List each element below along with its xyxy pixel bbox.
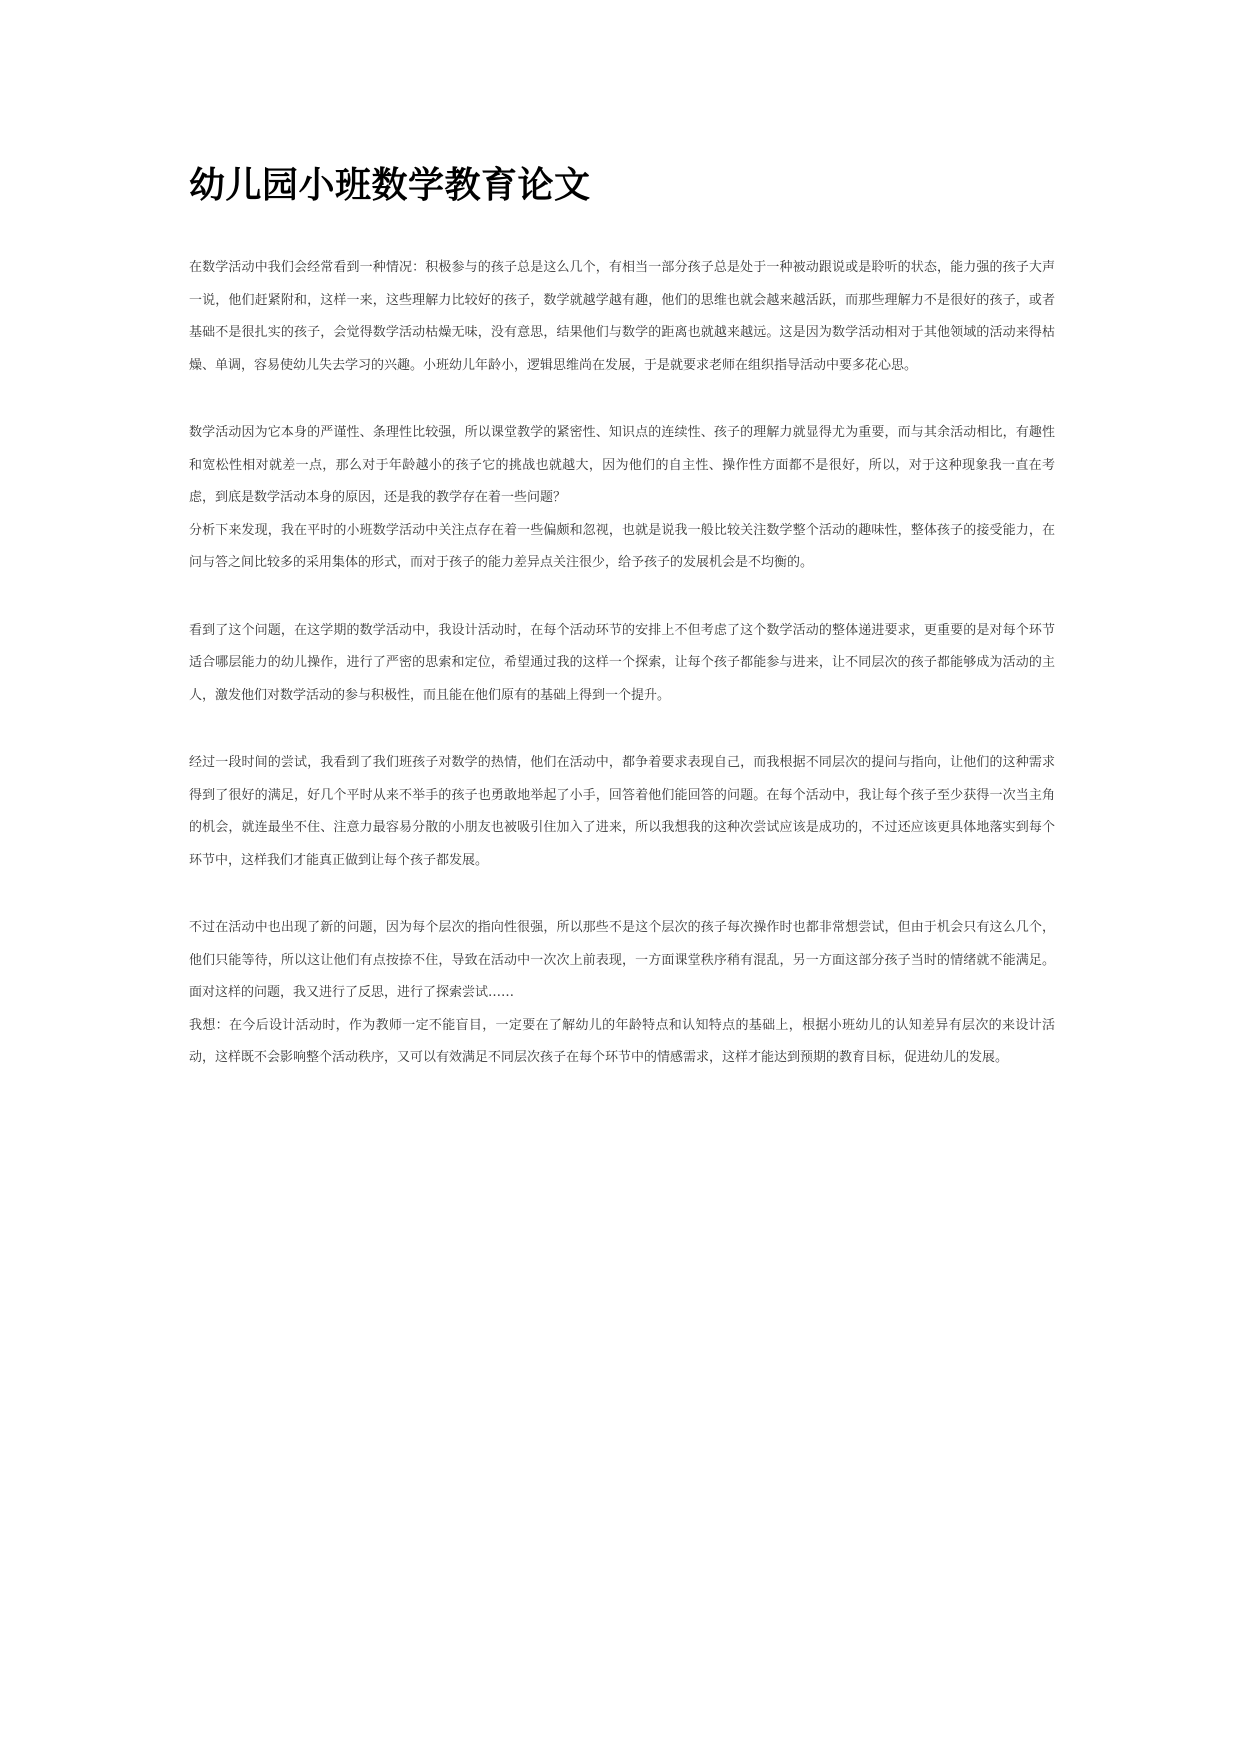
paragraph-gap xyxy=(189,580,1055,615)
paragraph-gap xyxy=(189,382,1055,417)
document-title: 幼儿园小班数学教育论文 xyxy=(189,164,591,206)
paragraph-7: 我想：在今后设计活动时，作为教师一定不能盲目，一定要在了解幼儿的年龄特点和认知特点的基础上，根据小班幼儿的认知差异有层次的来设计活动，这样既不会影响整个活动秩序，又可以有效满足不同层次孩子在每个环节中的情感需求，这样才能达到预期的教育目标，促进幼儿的发展。 xyxy=(189,1017,1055,1065)
document-body xyxy=(189,160,1055,1075)
paragraph-1: 在数学活动中我们会经常看到一种情况：积极参与的孩子总是这么几个，有相当一部分孩子总是处于一种被动跟说或是聆听的状态，能力强的孩子大声一说，他们赶紧附和，这样一来，这些理解力比较好的孩子，数学就越学越有趣，他们的思维也就会越来越活跃，而那些理解力不是很好的孩子，或者基础不是很扎实的孩子，会觉得数学活动枯燥无味，没有意思，结果他们与数学的距离也就越来越远。这是因为数学活动相对于其他领域的活动来得枯燥、单调，容易使幼儿失去学习的兴趣。小班幼儿年龄小，逻辑思维尚在发展，于是就要求老师在组织指导活动中要多花心思。 xyxy=(189,260,1055,373)
paragraph-5: 经过一段时间的尝试，我看到了我们班孩子对数学的热情，他们在活动中，都争着要求表现自己，而我根据不同层次的提问与指向，让他们的这种需求得到了很好的满足，好几个平时从来不举手的孩子也勇敢地举起了小手，回答着他们能回答的问题。在每个活动中，我让每个孩子至少获得一次当主角的机会，就连最坐不住、注意力最容易分散的小朋友也被吸引住加入了进来，所以我想我的这种次尝试应该是成功的，不过还应该更具体地落实到每个环节中，这样我们才能真正做到让每个孩子都发展。 xyxy=(189,755,1055,868)
paragraph-4: 看到了这个问题，在这学期的数学活动中，我设计活动时，在每个活动环节的安排上不但考虑了这个数学活动的整体递进要求，更重要的是对每个环节适合哪层能力的幼儿操作，进行了严密的思索和定位，希望通过我的这样一个探索，让每个孩子都能参与进来，让不同层次的孩子都能够成为活动的主人，激发他们对数学活动的参与积极性，而且能在他们原有的基础上得到一个提升。 xyxy=(189,622,1055,703)
paragraph-3: 分析下来发现，我在平时的小班数学活动中关注点存在着一些偏颇和忽视，也就是说我一般比较关注数学整个活动的趣味性，整体孩子的接受能力，在问与答之间比较多的采用集体的形式，而对于孩子的能力差异点关注很少，给予孩子的发展机会是不均衡的。 xyxy=(189,522,1055,570)
paragraph-gap xyxy=(189,712,1055,747)
paragraph-6: 不过在活动中也出现了新的问题，因为每个层次的指向性很强，所以那些不是这个层次的孩子每次操作时也都非常想尝试，但由于机会只有这么几个，他们只能等待，所以这让他们有点按捺不住，导致在活动中一次次上前表现，一方面课堂秩序稍有混乱，另一方面这部分孩子当时的情绪就不能满足。面对这样的问题，我又进行了反思，进行了探索尝试…… xyxy=(189,920,1055,1000)
paragraph-2: 数学活动因为它本身的严谨性、条理性比较强，所以课堂教学的紧密性、知识点的连续性、孩子的理解力就显得尤为重要，而与其余活动相比，有趣性和宽松性相对就差一点，那么对于年龄越小的孩子它的挑战也就越大，因为他们的自主性、操作性方面都不是很好，所以，对于这种现象我一直在考虑，到底是数学活动本身的原因，还是我的教学存在着一些问题？ xyxy=(189,425,1055,505)
paragraph-gap xyxy=(189,877,1055,912)
